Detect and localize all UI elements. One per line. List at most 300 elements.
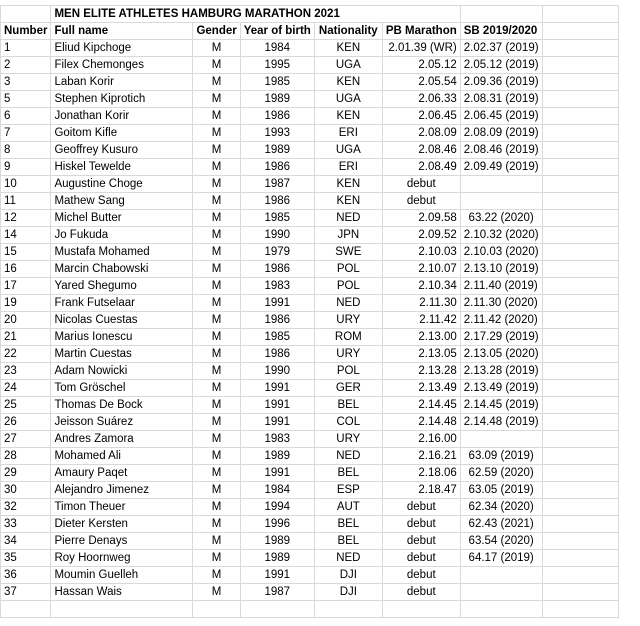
cell-full-name[interactable]: Jeisson Suárez: [51, 414, 193, 431]
cell-nationality[interactable]: BEL: [314, 533, 382, 550]
sheet-title[interactable]: MEN ELITE ATHLETES HAMBURG MARATHON 2021: [51, 6, 460, 23]
cell-number[interactable]: 11: [1, 193, 51, 210]
cell-pb-marathon[interactable]: 2.09.58: [382, 210, 460, 227]
cell-year-of-birth[interactable]: 1986: [240, 312, 314, 329]
table-row: [1, 550, 619, 567]
cell-number[interactable]: 19: [1, 295, 51, 312]
cell-year-of-birth[interactable]: 1991: [240, 295, 314, 312]
cell-pb-marathon[interactable]: 2.06.33: [382, 91, 460, 108]
cell-empty[interactable]: [51, 601, 193, 618]
cell-sb[interactable]: 63.22 (2020): [460, 210, 542, 227]
cell-empty[interactable]: [542, 40, 618, 57]
cell-pb-marathon[interactable]: 2.01.39 (WR): [382, 40, 460, 57]
cell-full-name[interactable]: Alejandro Jimenez: [51, 482, 193, 499]
cell-full-name[interactable]: Jo Fukuda: [51, 227, 193, 244]
cell-year-of-birth[interactable]: 1983: [240, 278, 314, 295]
cell-nationality[interactable]: SWE: [314, 244, 382, 261]
cell-sb[interactable]: 2.09.36 (2019): [460, 74, 542, 91]
cell-empty[interactable]: [542, 482, 618, 499]
cell-number[interactable]: 25: [1, 397, 51, 414]
table-row: [1, 193, 619, 210]
cell-gender[interactable]: M: [193, 312, 240, 329]
cell-gender[interactable]: M: [193, 125, 240, 142]
table-row: [1, 448, 619, 465]
table-row: [1, 295, 619, 312]
cell-full-name[interactable]: Roy Hoornweg: [51, 550, 193, 567]
cell-year-of-birth[interactable]: 1989: [240, 91, 314, 108]
cell-nationality[interactable]: COL: [314, 414, 382, 431]
cell-number[interactable]: 21: [1, 329, 51, 346]
cell-nationality[interactable]: ERI: [314, 125, 382, 142]
cell-gender[interactable]: M: [193, 40, 240, 57]
cell-year-of-birth[interactable]: 1986: [240, 159, 314, 176]
cell-sb[interactable]: [460, 193, 542, 210]
cell-number[interactable]: 2: [1, 57, 51, 74]
cell-empty[interactable]: [542, 567, 618, 584]
cell-sb[interactable]: 62.59 (2020): [460, 465, 542, 482]
cell-gender[interactable]: M: [193, 431, 240, 448]
cell-year-of-birth[interactable]: 1979: [240, 244, 314, 261]
cell-gender[interactable]: M: [193, 193, 240, 210]
cell-number[interactable]: 29: [1, 465, 51, 482]
table-row: [1, 278, 619, 295]
cell-full-name[interactable]: Thomas De Bock: [51, 397, 193, 414]
cell-sb[interactable]: 63.54 (2020): [460, 533, 542, 550]
cell-empty[interactable]: [542, 244, 618, 261]
cell-gender[interactable]: M: [193, 57, 240, 74]
cell-number[interactable]: 27: [1, 431, 51, 448]
cell-number[interactable]: 16: [1, 261, 51, 278]
cell-year-of-birth[interactable]: 1996: [240, 516, 314, 533]
cell-year-of-birth[interactable]: 1991: [240, 567, 314, 584]
cell-full-name[interactable]: Marius Ionescu: [51, 329, 193, 346]
cell-nationality[interactable]: URY: [314, 431, 382, 448]
cell-pb-marathon[interactable]: debut: [382, 176, 460, 193]
cell-pb-marathon[interactable]: debut: [382, 193, 460, 210]
cell-full-name[interactable]: Augustine Choge: [51, 176, 193, 193]
cell-gender[interactable]: M: [193, 329, 240, 346]
header-number[interactable]: Number: [1, 23, 51, 40]
cell-sb[interactable]: 63.09 (2019): [460, 448, 542, 465]
cell-empty[interactable]: [542, 6, 618, 23]
cell-number[interactable]: 33: [1, 516, 51, 533]
cell-pb-marathon[interactable]: 2.08.46: [382, 142, 460, 159]
cell-pb-marathon[interactable]: 2.13.00: [382, 329, 460, 346]
cell-year-of-birth[interactable]: 1990: [240, 363, 314, 380]
cell-full-name[interactable]: Hassan Wais: [51, 584, 193, 601]
cell-year-of-birth[interactable]: 1985: [240, 329, 314, 346]
cell-gender[interactable]: M: [193, 584, 240, 601]
header-gender[interactable]: Gender: [193, 23, 240, 40]
cell-year-of-birth[interactable]: 1993: [240, 125, 314, 142]
cell-gender[interactable]: M: [193, 533, 240, 550]
cell-pb-marathon[interactable]: 2.06.45: [382, 108, 460, 125]
cell-sb[interactable]: 2.11.40 (2019): [460, 278, 542, 295]
cell-sb[interactable]: 2.10.32 (2020): [460, 227, 542, 244]
cell-empty[interactable]: [314, 601, 382, 618]
cell-empty[interactable]: [542, 431, 618, 448]
cell-nationality[interactable]: URY: [314, 346, 382, 363]
cell-nationality[interactable]: NED: [314, 448, 382, 465]
cell-year-of-birth[interactable]: 1984: [240, 40, 314, 57]
cell-number[interactable]: 36: [1, 567, 51, 584]
cell-empty[interactable]: [542, 74, 618, 91]
cell-year-of-birth[interactable]: 1989: [240, 142, 314, 159]
cell-gender[interactable]: M: [193, 244, 240, 261]
cell-gender[interactable]: M: [193, 108, 240, 125]
cell-full-name[interactable]: Michel Butter: [51, 210, 193, 227]
cell-number[interactable]: 14: [1, 227, 51, 244]
cell-empty[interactable]: [542, 57, 618, 74]
cell-nationality[interactable]: NED: [314, 295, 382, 312]
cell-full-name[interactable]: Laban Korir: [51, 74, 193, 91]
cell-sb[interactable]: 62.43 (2021): [460, 516, 542, 533]
cell-gender[interactable]: M: [193, 295, 240, 312]
cell-full-name[interactable]: Marcin Chabowski: [51, 261, 193, 278]
cell-pb-marathon[interactable]: debut: [382, 533, 460, 550]
cell-year-of-birth[interactable]: 1986: [240, 346, 314, 363]
cell-pb-marathon[interactable]: 2.18.06: [382, 465, 460, 482]
cell-sb[interactable]: 2.14.48 (2019): [460, 414, 542, 431]
cell-nationality[interactable]: DJI: [314, 567, 382, 584]
cell-nationality[interactable]: JPN: [314, 227, 382, 244]
cell-sb[interactable]: 2.08.46 (2019): [460, 142, 542, 159]
cell-full-name[interactable]: Dieter Kersten: [51, 516, 193, 533]
cell-number[interactable]: 37: [1, 584, 51, 601]
cell-gender[interactable]: M: [193, 465, 240, 482]
cell-sb[interactable]: 2.05.12 (2019): [460, 57, 542, 74]
cell-empty[interactable]: [193, 601, 240, 618]
cell-empty[interactable]: [460, 601, 542, 618]
cell-empty[interactable]: [542, 448, 618, 465]
cell-full-name[interactable]: Goitom Kifle: [51, 125, 193, 142]
cell-gender[interactable]: M: [193, 142, 240, 159]
cell-number[interactable]: 12: [1, 210, 51, 227]
table-row: [1, 261, 619, 278]
cell-empty[interactable]: [542, 142, 618, 159]
cell-nationality[interactable]: KEN: [314, 176, 382, 193]
cell-full-name[interactable]: Filex Chemonges: [51, 57, 193, 74]
cell-empty[interactable]: [542, 414, 618, 431]
cell-year-of-birth[interactable]: 1985: [240, 210, 314, 227]
cell-gender[interactable]: M: [193, 516, 240, 533]
cell-gender[interactable]: M: [193, 499, 240, 516]
cell-sb[interactable]: 2.09.49 (2019): [460, 159, 542, 176]
cell-number[interactable]: 34: [1, 533, 51, 550]
header-pb-marathon[interactable]: PB Marathon: [382, 23, 460, 40]
cell-year-of-birth[interactable]: 1991: [240, 397, 314, 414]
cell-pb-marathon[interactable]: 2.10.34: [382, 278, 460, 295]
cell-empty[interactable]: [542, 397, 618, 414]
cell-nationality[interactable]: ROM: [314, 329, 382, 346]
cell-sb[interactable]: 2.17.29 (2019): [460, 329, 542, 346]
cell-nationality[interactable]: KEN: [314, 108, 382, 125]
cell-pb-marathon[interactable]: 2.14.45: [382, 397, 460, 414]
cell-sb[interactable]: 2.06.45 (2019): [460, 108, 542, 125]
cell-gender[interactable]: M: [193, 397, 240, 414]
cell-number[interactable]: 9: [1, 159, 51, 176]
cell-full-name[interactable]: Martin Cuestas: [51, 346, 193, 363]
cell-empty[interactable]: [542, 533, 618, 550]
cell-gender[interactable]: M: [193, 414, 240, 431]
cell-empty[interactable]: [542, 193, 618, 210]
cell-full-name[interactable]: Moumin Guelleh: [51, 567, 193, 584]
cell-pb-marathon[interactable]: 2.13.28: [382, 363, 460, 380]
cell-full-name[interactable]: Jonathan Korir: [51, 108, 193, 125]
cell-pb-marathon[interactable]: debut: [382, 584, 460, 601]
cell-year-of-birth[interactable]: 1986: [240, 261, 314, 278]
cell-year-of-birth[interactable]: 1987: [240, 584, 314, 601]
cell-sb[interactable]: 2.11.30 (2020): [460, 295, 542, 312]
cell-sb[interactable]: 64.17 (2019): [460, 550, 542, 567]
cell-year-of-birth[interactable]: 1984: [240, 482, 314, 499]
cell-sb[interactable]: 2.08.31 (2019): [460, 91, 542, 108]
cell-nationality[interactable]: AUT: [314, 499, 382, 516]
cell-pb-marathon[interactable]: 2.14.48: [382, 414, 460, 431]
cell-number[interactable]: 26: [1, 414, 51, 431]
cell-empty[interactable]: [542, 584, 618, 601]
cell-nationality[interactable]: GER: [314, 380, 382, 397]
cell-nationality[interactable]: NED: [314, 550, 382, 567]
cell-nationality[interactable]: ERI: [314, 159, 382, 176]
cell-number[interactable]: 28: [1, 448, 51, 465]
cell-gender[interactable]: M: [193, 278, 240, 295]
cell-full-name[interactable]: Mustafa Mohamed: [51, 244, 193, 261]
cell-sb[interactable]: 62.34 (2020): [460, 499, 542, 516]
cell-empty[interactable]: [542, 550, 618, 567]
cell-empty[interactable]: [542, 329, 618, 346]
cell-sb[interactable]: 63.05 (2019): [460, 482, 542, 499]
cell-full-name[interactable]: Adam Nowicki: [51, 363, 193, 380]
cell-pb-marathon[interactable]: 2.11.30: [382, 295, 460, 312]
cell-year-of-birth[interactable]: 1983: [240, 431, 314, 448]
cell-sb[interactable]: 2.13.05 (2020): [460, 346, 542, 363]
cell-number[interactable]: 15: [1, 244, 51, 261]
cell-empty[interactable]: [460, 6, 542, 23]
cell-full-name[interactable]: Eliud Kipchoge: [51, 40, 193, 57]
cell-pb-marathon[interactable]: 2.10.07: [382, 261, 460, 278]
cell-gender[interactable]: M: [193, 227, 240, 244]
cell-nationality[interactable]: POL: [314, 261, 382, 278]
table-row: [1, 125, 619, 142]
cell-nationality[interactable]: POL: [314, 363, 382, 380]
cell-number[interactable]: 20: [1, 312, 51, 329]
cell-pb-marathon[interactable]: debut: [382, 567, 460, 584]
cell-nationality[interactable]: BEL: [314, 516, 382, 533]
cell-sb[interactable]: 2.13.28 (2019): [460, 363, 542, 380]
cell-nationality[interactable]: KEN: [314, 193, 382, 210]
cell-nationality[interactable]: URY: [314, 312, 382, 329]
table-row: [1, 210, 619, 227]
cell-empty[interactable]: [542, 465, 618, 482]
cell-pb-marathon[interactable]: 2.05.12: [382, 57, 460, 74]
cell-full-name[interactable]: Hiskel Tewelde: [51, 159, 193, 176]
cell-sb[interactable]: 2.13.49 (2019): [460, 380, 542, 397]
cell-empty[interactable]: [542, 261, 618, 278]
cell-sb[interactable]: 2.08.09 (2019): [460, 125, 542, 142]
cell-sb[interactable]: 2.10.03 (2020): [460, 244, 542, 261]
cell-gender[interactable]: M: [193, 74, 240, 91]
cell-pb-marathon[interactable]: 2.16.00: [382, 431, 460, 448]
cell-year-of-birth[interactable]: 1986: [240, 193, 314, 210]
cell-pb-marathon[interactable]: debut: [382, 516, 460, 533]
cell-pb-marathon[interactable]: 2.09.52: [382, 227, 460, 244]
cell-full-name[interactable]: Stephen Kiprotich: [51, 91, 193, 108]
cell-full-name[interactable]: Pierre Denays: [51, 533, 193, 550]
cell-pb-marathon[interactable]: debut: [382, 550, 460, 567]
cell-empty[interactable]: [542, 176, 618, 193]
cell-empty[interactable]: [542, 278, 618, 295]
table-row: [1, 584, 619, 601]
cell-empty[interactable]: [542, 227, 618, 244]
cell-nationality[interactable]: UGA: [314, 57, 382, 74]
cell-year-of-birth[interactable]: 1990: [240, 227, 314, 244]
cell-nationality[interactable]: KEN: [314, 74, 382, 91]
cell-nationality[interactable]: UGA: [314, 142, 382, 159]
cell-full-name[interactable]: Amaury Paqet: [51, 465, 193, 482]
cell-number[interactable]: 32: [1, 499, 51, 516]
cell-full-name[interactable]: Frank Futselaar: [51, 295, 193, 312]
cell-number[interactable]: 10: [1, 176, 51, 193]
cell-full-name[interactable]: Tom Gröschel: [51, 380, 193, 397]
cell-empty[interactable]: [542, 312, 618, 329]
cell-pb-marathon[interactable]: 2.05.54: [382, 74, 460, 91]
cell-sb[interactable]: 2.13.10 (2019): [460, 261, 542, 278]
cell-sb[interactable]: [460, 176, 542, 193]
cell-pb-marathon[interactable]: 2.08.09: [382, 125, 460, 142]
cell-pb-marathon[interactable]: 2.08.49: [382, 159, 460, 176]
cell-gender[interactable]: M: [193, 380, 240, 397]
cell-number[interactable]: 23: [1, 363, 51, 380]
cell-empty[interactable]: [542, 91, 618, 108]
cell-year-of-birth[interactable]: 1995: [240, 57, 314, 74]
cell-gender[interactable]: M: [193, 482, 240, 499]
cell-sb[interactable]: 2.14.45 (2019): [460, 397, 542, 414]
table-row: [1, 499, 619, 516]
cell-number[interactable]: 1: [1, 40, 51, 57]
cell-pb-marathon[interactable]: debut: [382, 499, 460, 516]
cell-number[interactable]: 8: [1, 142, 51, 159]
cell-number[interactable]: 7: [1, 125, 51, 142]
cell-gender[interactable]: M: [193, 210, 240, 227]
cell-sb[interactable]: [460, 584, 542, 601]
cell-year-of-birth[interactable]: 1989: [240, 533, 314, 550]
cell-nationality[interactable]: DJI: [314, 584, 382, 601]
cell-number[interactable]: 6: [1, 108, 51, 125]
cell-empty[interactable]: [542, 125, 618, 142]
table-row: [1, 40, 619, 57]
cell-nationality[interactable]: BEL: [314, 397, 382, 414]
cell-full-name[interactable]: Mathew Sang: [51, 193, 193, 210]
cell-year-of-birth[interactable]: 1985: [240, 74, 314, 91]
cell-year-of-birth[interactable]: 1989: [240, 448, 314, 465]
cell-gender[interactable]: M: [193, 363, 240, 380]
cell-pb-marathon[interactable]: 2.18.47: [382, 482, 460, 499]
cell-sb[interactable]: [460, 567, 542, 584]
cell-gender[interactable]: M: [193, 550, 240, 567]
header-row: [1, 23, 619, 40]
cell-full-name[interactable]: Mohamed Ali: [51, 448, 193, 465]
cell-nationality[interactable]: NED: [314, 210, 382, 227]
header-sb[interactable]: SB 2019/2020: [460, 23, 542, 40]
cell-number[interactable]: 5: [1, 91, 51, 108]
cell-gender[interactable]: M: [193, 346, 240, 363]
cell-empty[interactable]: [542, 363, 618, 380]
header-full-name[interactable]: Full name: [51, 23, 193, 40]
cell-empty[interactable]: [1, 6, 51, 23]
cell-nationality[interactable]: BEL: [314, 465, 382, 482]
empty-row: [1, 601, 619, 618]
cell-empty[interactable]: [1, 601, 51, 618]
cell-number[interactable]: 22: [1, 346, 51, 363]
cell-pb-marathon[interactable]: 2.10.03: [382, 244, 460, 261]
cell-pb-marathon[interactable]: 2.16.21: [382, 448, 460, 465]
cell-gender[interactable]: M: [193, 567, 240, 584]
cell-empty[interactable]: [382, 601, 460, 618]
cell-empty[interactable]: [542, 210, 618, 227]
cell-gender[interactable]: M: [193, 176, 240, 193]
cell-nationality[interactable]: POL: [314, 278, 382, 295]
cell-nationality[interactable]: KEN: [314, 40, 382, 57]
cell-year-of-birth[interactable]: 1991: [240, 465, 314, 482]
table-row: [1, 363, 619, 380]
cell-full-name[interactable]: Timon Theuer: [51, 499, 193, 516]
table-row: [1, 227, 619, 244]
cell-empty[interactable]: [542, 295, 618, 312]
cell-sb[interactable]: [460, 431, 542, 448]
cell-empty[interactable]: [542, 499, 618, 516]
cell-number[interactable]: 24: [1, 380, 51, 397]
cell-pb-marathon[interactable]: 2.13.05: [382, 346, 460, 363]
cell-nationality[interactable]: ESP: [314, 482, 382, 499]
cell-empty[interactable]: [542, 601, 618, 618]
cell-gender[interactable]: M: [193, 159, 240, 176]
cell-number[interactable]: 35: [1, 550, 51, 567]
cell-gender[interactable]: M: [193, 91, 240, 108]
cell-number[interactable]: 3: [1, 74, 51, 91]
cell-sb[interactable]: 2.02.37 (2019): [460, 40, 542, 57]
cell-empty[interactable]: [542, 23, 618, 40]
header-nationality[interactable]: Nationality: [314, 23, 382, 40]
cell-pb-marathon[interactable]: 2.13.49: [382, 380, 460, 397]
cell-pb-marathon[interactable]: 2.11.42: [382, 312, 460, 329]
cell-empty[interactable]: [240, 601, 314, 618]
cell-year-of-birth[interactable]: 1987: [240, 176, 314, 193]
cell-empty[interactable]: [542, 380, 618, 397]
cell-empty[interactable]: [542, 516, 618, 533]
cell-empty[interactable]: [542, 159, 618, 176]
cell-number[interactable]: 17: [1, 278, 51, 295]
cell-gender[interactable]: M: [193, 261, 240, 278]
cell-nationality[interactable]: UGA: [314, 91, 382, 108]
cell-gender[interactable]: M: [193, 448, 240, 465]
cell-full-name[interactable]: Andres Zamora: [51, 431, 193, 448]
cell-sb[interactable]: 2.11.42 (2020): [460, 312, 542, 329]
cell-year-of-birth[interactable]: 1989: [240, 550, 314, 567]
table-row: [1, 346, 619, 363]
cell-year-of-birth[interactable]: 1986: [240, 108, 314, 125]
cell-number[interactable]: 30: [1, 482, 51, 499]
cell-empty[interactable]: [542, 108, 618, 125]
cell-empty[interactable]: [542, 346, 618, 363]
header-year-of-birth[interactable]: Year of birth: [240, 23, 314, 40]
cell-year-of-birth[interactable]: 1991: [240, 380, 314, 397]
cell-full-name[interactable]: Geoffrey Kusuro: [51, 142, 193, 159]
cell-year-of-birth[interactable]: 1991: [240, 414, 314, 431]
cell-year-of-birth[interactable]: 1994: [240, 499, 314, 516]
cell-full-name[interactable]: Yared Shegumo: [51, 278, 193, 295]
cell-full-name[interactable]: Nicolas Cuestas: [51, 312, 193, 329]
